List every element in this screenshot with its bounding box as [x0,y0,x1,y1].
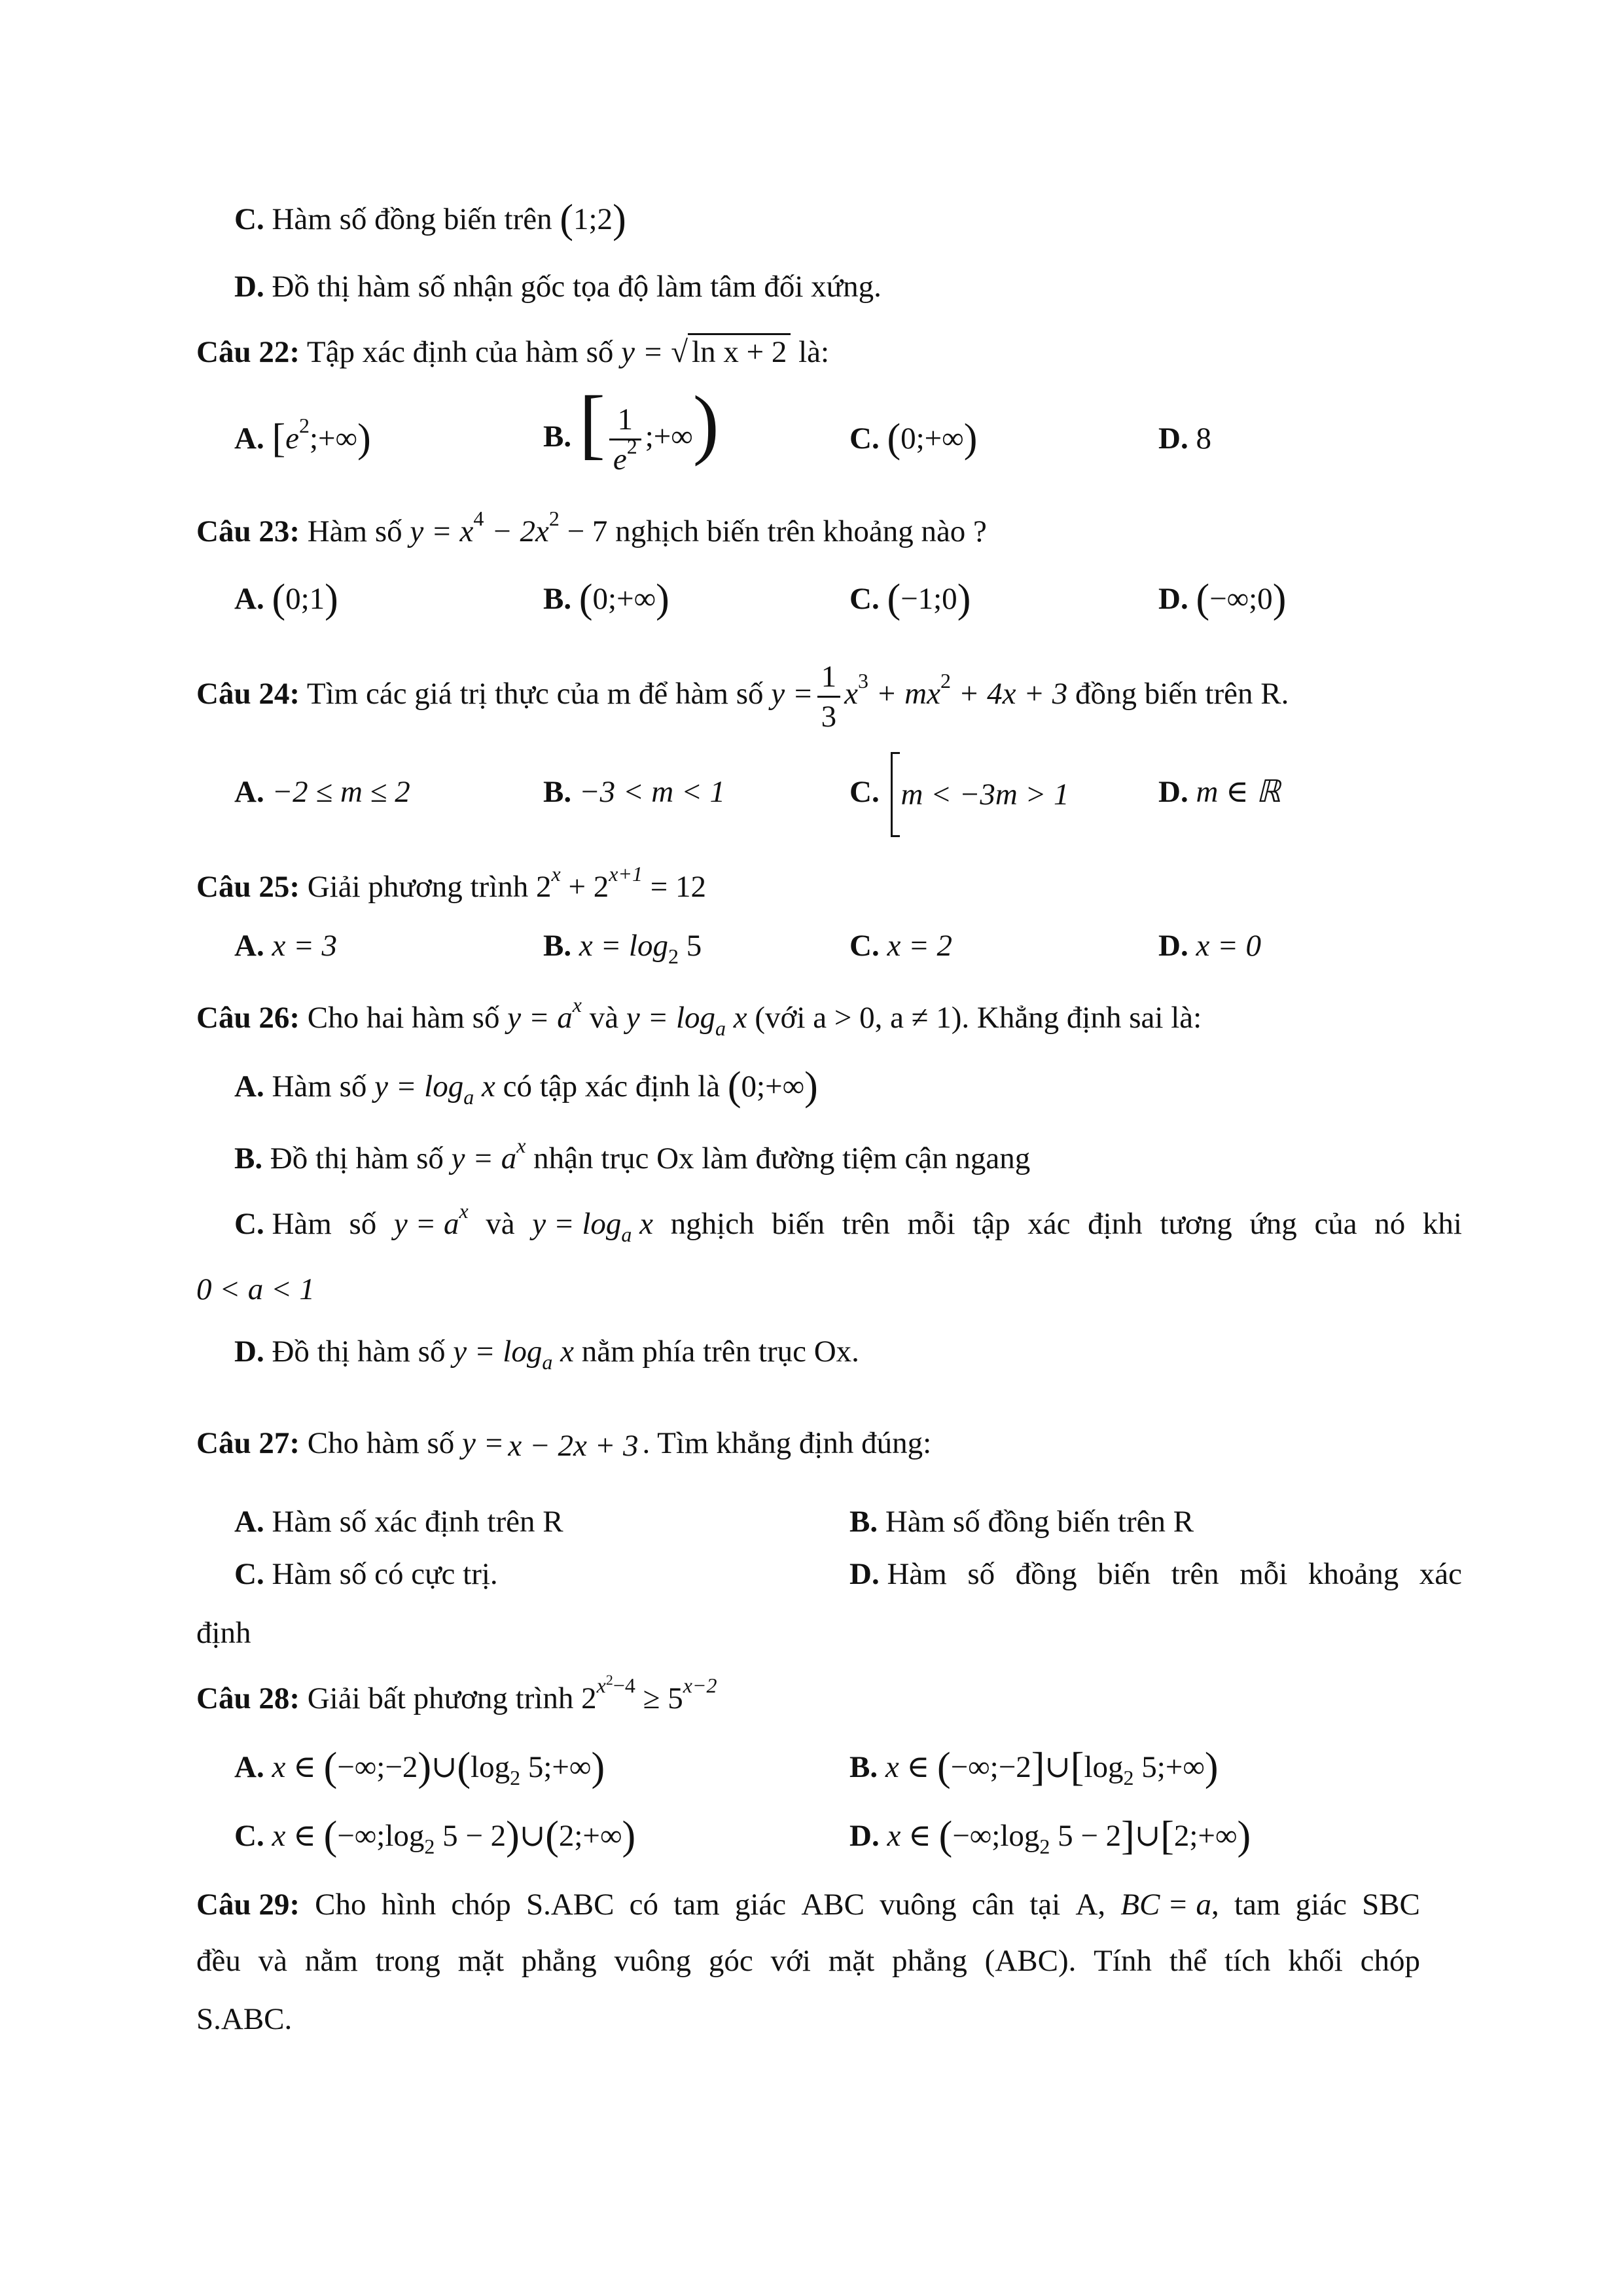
q25-option-d [1158,926,1261,965]
word: phẳng [892,1944,967,1978]
math: − 7 [559,514,608,548]
word: xác [1027,1207,1071,1241]
math: x ∈ [272,1750,324,1784]
q21-option-c: C. Hàm số đồng biến trên (1;2) [234,197,626,242]
option-label: B. [543,929,572,963]
question-text: . Tìm khẳng định đúng: [642,1426,932,1460]
q28-option-d: D. x ∈ ($-\infty;\log_2$ 5 − 2]∪[2;+∞) [849,1814,1251,1858]
math: −∞;−2 [337,1750,418,1784]
sqrt-body: ln x + 2 [688,333,791,369]
math: 2 [298,414,310,437]
math: −1;0 [901,582,957,616]
q27-option-d [849,1554,1462,1594]
math: 2 [581,1681,597,1715]
word: với [770,1944,811,1978]
math: −4 [613,1674,635,1697]
question-text: Giải bất phương trình [307,1681,574,1715]
q22-option-a: A. $[e^2;+\infty)$ [234,414,371,461]
math: x [459,1199,469,1223]
math: y = a [393,1207,459,1241]
math: y = log [626,1001,716,1035]
option-label: D. [1158,775,1188,809]
option-label: A. [234,929,264,963]
word: nghịch [670,1207,755,1241]
q25-option-b [543,926,702,968]
q22-option-d [1158,419,1211,458]
option-label: B. [543,582,572,616]
math: x [844,677,858,711]
word: mỗi [907,1207,955,1241]
word: mặt [457,1944,505,1978]
option-text: có tập xác định là [503,1069,721,1103]
option-text: Đồ thị hàm số nhận gốc tọa độ làm tâm đối xứng. [272,270,882,304]
math: e [285,422,299,456]
math: x−2 [683,1674,717,1697]
option-label: C. [234,1819,264,1853]
numerator: 1 [609,401,641,440]
question-text: là: [798,335,830,369]
math: + 2 [560,870,609,904]
word: và [486,1207,515,1241]
math: m < −3 [901,778,995,812]
math: x [632,1207,654,1241]
math: ∪ [519,1819,546,1853]
word: nó [1374,1207,1406,1241]
word: , [1211,1888,1219,1922]
word: SBC [1362,1888,1420,1922]
word: số [967,1557,995,1591]
word: Hàm [272,1207,332,1241]
word: giác [1295,1888,1347,1922]
math: 2 [1039,1835,1050,1858]
word: vuông [614,1944,692,1978]
word: tại [1029,1888,1061,1922]
word: Hàm [887,1557,947,1591]
math: 4 [473,507,484,530]
math: a [715,1016,726,1040]
math: y = x [410,514,474,548]
option-label: D. [1158,929,1188,963]
q24-option-d [1158,772,1281,812]
q24-stem [196,648,1289,740]
math: x [726,1001,747,1035]
option-label: D. [234,270,264,304]
word: tam [1234,1888,1281,1922]
math: − 2x [484,514,549,548]
math: 5 − 2 [1050,1819,1122,1853]
option-label: B. [234,1141,263,1175]
math: 2 [668,944,679,968]
math: ;+∞ [645,420,693,454]
math: 2 [536,870,552,904]
word: định [1088,1207,1143,1241]
word: hình [381,1888,437,1922]
question-text: Cho hai hàm số [307,1001,500,1035]
math: y = [771,677,813,711]
q23-stem [196,507,987,551]
question-text: (với a > 0, a ≠ 1). Khẳng định sai là: [755,1001,1202,1035]
math: x [572,993,582,1016]
math: ∪ [1044,1750,1071,1784]
math: a [463,1085,474,1109]
option-label: A. [234,422,264,456]
option-text: Đồ thị hàm số [272,1335,446,1369]
question-text: Tìm các giá trị thực của m để hàm số [306,677,764,711]
math: 2 [1123,1766,1134,1789]
fraction [508,1400,638,1492]
option-label: C. [234,1557,264,1591]
math: −∞;−2 [950,1750,1031,1784]
q24-option-c [849,749,1069,837]
math: y = log [374,1069,464,1103]
word: trên [1171,1557,1219,1591]
word: tích [1224,1944,1271,1978]
math: ≥ 5 [635,1681,683,1715]
math: log [1084,1750,1124,1784]
question-label: Câu 27: [196,1426,300,1460]
denominator: e [613,442,627,476]
math: 2 [424,1835,435,1858]
option-label: C. [849,422,880,456]
option-label: C. [234,202,264,236]
q23-option-d: D. (−∞;0) [1158,577,1287,621]
question-text: S.ABC. [196,2002,293,2036]
q27-option-c [234,1554,498,1594]
q29-stem-line1 [196,1885,1420,1924]
question-text: Tập xác định của hàm số [306,335,614,369]
option-label: C. [234,1207,264,1241]
q26-option-c [234,1199,1462,1246]
word: chóp [1360,1944,1420,1978]
option-label: B. [849,1750,878,1784]
q24-option-b [543,772,725,812]
word: đều [196,1944,241,1978]
math: x = 2 [887,929,953,963]
denominator: x + 3 [573,1429,639,1463]
math: −∞;log [337,1819,425,1853]
word: của [1314,1207,1357,1241]
word: S.ABC [526,1888,615,1922]
word: khối [1288,1944,1343,1978]
math: 0 < a < 1 [196,1272,315,1306]
question-text: Hàm số [307,514,402,548]
q26-option-b [234,1134,1031,1178]
math: 2 [510,1766,521,1789]
word: mỗi [1240,1557,1288,1591]
q27-stem [196,1397,931,1492]
word: A, [1075,1888,1106,1922]
q28-option-c: C. x ∈ ($-\infty;\log_2$ 5 − 2)∪(2;+∞) [234,1814,636,1858]
math: −∞;0 [1209,582,1273,616]
word: tương [1160,1207,1232,1241]
option-label: C. [849,775,880,809]
fraction [817,658,841,736]
word: mặt [828,1944,875,1978]
math: 2;+∞ [1173,1819,1238,1853]
q27-option-a [234,1502,563,1541]
q28-option-b: B. x ∈ $(-\infty;-2]\cup[\log_2$ 5;+∞) [849,1745,1219,1789]
math: x ∈ [885,1750,938,1784]
q26-option-c-cont [196,1270,315,1309]
word: khoảng [1308,1557,1399,1591]
q23-option-c: C. (−1;0) [849,577,971,621]
math: y = a [507,1001,573,1035]
option-label: D. [234,1335,264,1369]
option-label: C. [849,929,880,963]
math: 5 [679,929,702,963]
math: BC = a [1120,1888,1212,1922]
question-label: Câu 22: [196,335,300,369]
option-label: A. [234,775,264,809]
question-text: Cho hàm số [307,1426,455,1460]
word: biến [772,1207,825,1241]
math: x [596,1674,606,1697]
q27-option-d-cont [196,1613,251,1653]
math: 5;+∞ [1133,1750,1205,1784]
math: y = log [532,1207,622,1241]
word: phẳng [521,1944,597,1978]
option-text: nhận trục Ox làm đường tiệm cận ngang [533,1141,1031,1175]
question-label: Câu 24: [196,677,300,711]
q21-option-d [234,267,882,306]
option-label: B. [543,420,572,454]
question-label: Câu 26: [196,1001,300,1035]
math: ;+∞ [309,422,358,456]
numerator: 1 [817,658,841,698]
math: 5 − 2 [435,1819,507,1853]
math: y = [621,335,671,369]
q24-option-a [234,772,410,812]
math: x+1 [609,862,643,886]
option-text: định [196,1616,251,1650]
q29-stem-line3 [196,2000,292,2039]
math: 0;+∞ [592,582,656,616]
word: nằm [304,1944,358,1978]
word: xác [1419,1557,1462,1591]
math: x = 3 [272,929,338,963]
word: khi [1422,1207,1462,1241]
option-text: Hàm số xác định trên R [272,1505,563,1539]
math: 2;+∞ [558,1819,622,1853]
option-text: Hàm số đồng biến trên [272,202,552,236]
math: 2 [626,434,637,458]
word: Tính [1094,1944,1152,1978]
math: y = log [453,1335,543,1369]
math: ∪ [1134,1819,1161,1853]
math: a [542,1350,553,1374]
q25-option-c [849,926,952,965]
q28-stem [196,1672,717,1718]
word: vuông [880,1888,957,1922]
word: số [349,1207,377,1241]
word: có [629,1888,659,1922]
option-label: D. [849,1557,880,1591]
word: biến [1097,1557,1151,1591]
q26-stem [196,993,1202,1040]
word: (ABC). [984,1944,1077,1978]
math: = 12 [643,870,707,904]
word: Cho [315,1888,366,1922]
math: −∞;log [952,1819,1040,1853]
word: ứng [1249,1207,1297,1241]
q22-option-b: B. [ $\frac{1}{e^2}$ ;+∞) [543,394,719,479]
math: 5;+∞ [520,1750,592,1784]
math: 0;+∞ [741,1069,805,1103]
option-label: C. [849,582,880,616]
option-label: A. [234,582,264,616]
question-label: Câu 29: [196,1888,300,1922]
question-label: Câu 25: [196,870,300,904]
math: x [552,1335,574,1369]
option-text: nằm phía trên trục Ox. [581,1335,859,1369]
fraction [609,401,641,478]
q22-option-c: C. (0;+∞) [849,416,978,461]
word: tam [673,1888,720,1922]
math: x [516,1134,526,1157]
math: y = [462,1426,505,1460]
math: 2 [940,669,951,692]
question-label: Câu 23: [196,514,300,548]
question-text: nghịch biến trên khoảng nào ? [615,514,987,548]
question-text: và [589,1001,619,1035]
system-bracket [891,752,1069,837]
q26-option-d [234,1332,859,1374]
math: 0;+∞ [901,422,964,456]
q25-option-a [234,926,337,965]
q27-option-b [849,1502,1194,1541]
word: giác [734,1888,787,1922]
q23-option-b: B. (0;+∞) [543,577,669,621]
q23-option-a: A. (0;1) [234,577,338,621]
word: thể [1169,1944,1207,1978]
word: trong [375,1944,440,1978]
option-text: Hàm số đồng biến trên R [885,1505,1194,1539]
question-label: Câu 28: [196,1681,300,1715]
option-text: Hàm số [272,1069,367,1103]
math: 2 [548,507,560,530]
option-label: D. [1158,582,1188,616]
denominator: 3 [821,699,837,734]
word: ABC [801,1888,865,1922]
option-text: Đồ thị hàm số [270,1141,444,1175]
math: x ∈ [887,1819,939,1853]
option-label: B. [849,1505,878,1539]
word: và [258,1944,288,1978]
math: x [551,862,561,886]
math: x = 0 [1196,929,1262,963]
math: x = log [579,929,668,963]
math: m ∈ ℝ [1196,775,1281,809]
option-interval: 1;2 [573,202,613,236]
math: −2 ≤ m ≤ 2 [272,775,410,809]
math: x [474,1069,495,1103]
math: log [471,1750,510,1784]
math: + mx [868,677,940,711]
math: x ∈ [272,1819,324,1853]
question-text: đồng biến trên R. [1075,677,1289,711]
question-text: Giải phương trình [307,870,529,904]
option-label: A. [234,1750,264,1784]
q25-stem [196,862,707,906]
word: góc [708,1944,753,1978]
q22-stem: Câu 22: Tập xác định của hàm số y = √ ln x + 2 là: [196,332,829,372]
option-text: Hàm số có cực trị. [272,1557,498,1591]
option-label: D. [849,1819,880,1853]
option-label: A. [234,1505,264,1539]
q29-stem-line2 [196,1941,1420,1981]
math: −3 < m < 1 [579,775,725,809]
word: chóp [451,1888,511,1922]
word: trên [842,1207,890,1241]
option-label: D. [1158,422,1188,456]
word: đồng [1015,1557,1077,1591]
math: 2 [605,1672,613,1688]
math: 3 [857,669,868,692]
word: cân [971,1888,1015,1922]
math: ∪ [431,1750,457,1784]
numerator: x − 2 [508,1429,573,1463]
math: y = a [451,1141,517,1175]
math: a [621,1223,632,1246]
option-text: 8 [1196,422,1211,456]
q26-option-a: A. Hàm số $y = \log_a x$ có tập xác định là (0;+∞) [234,1064,818,1109]
option-label: B. [543,775,572,809]
math: + 4x + 3 [950,677,1068,711]
option-label: A. [234,1069,264,1103]
math: 0;1 [285,582,325,616]
word: tập [972,1207,1010,1241]
math: m > 1 [995,778,1069,812]
q28-option-a: A. x ∈ $(-\infty;-2)\cup(\log_2$ 5;+∞) [234,1745,605,1789]
